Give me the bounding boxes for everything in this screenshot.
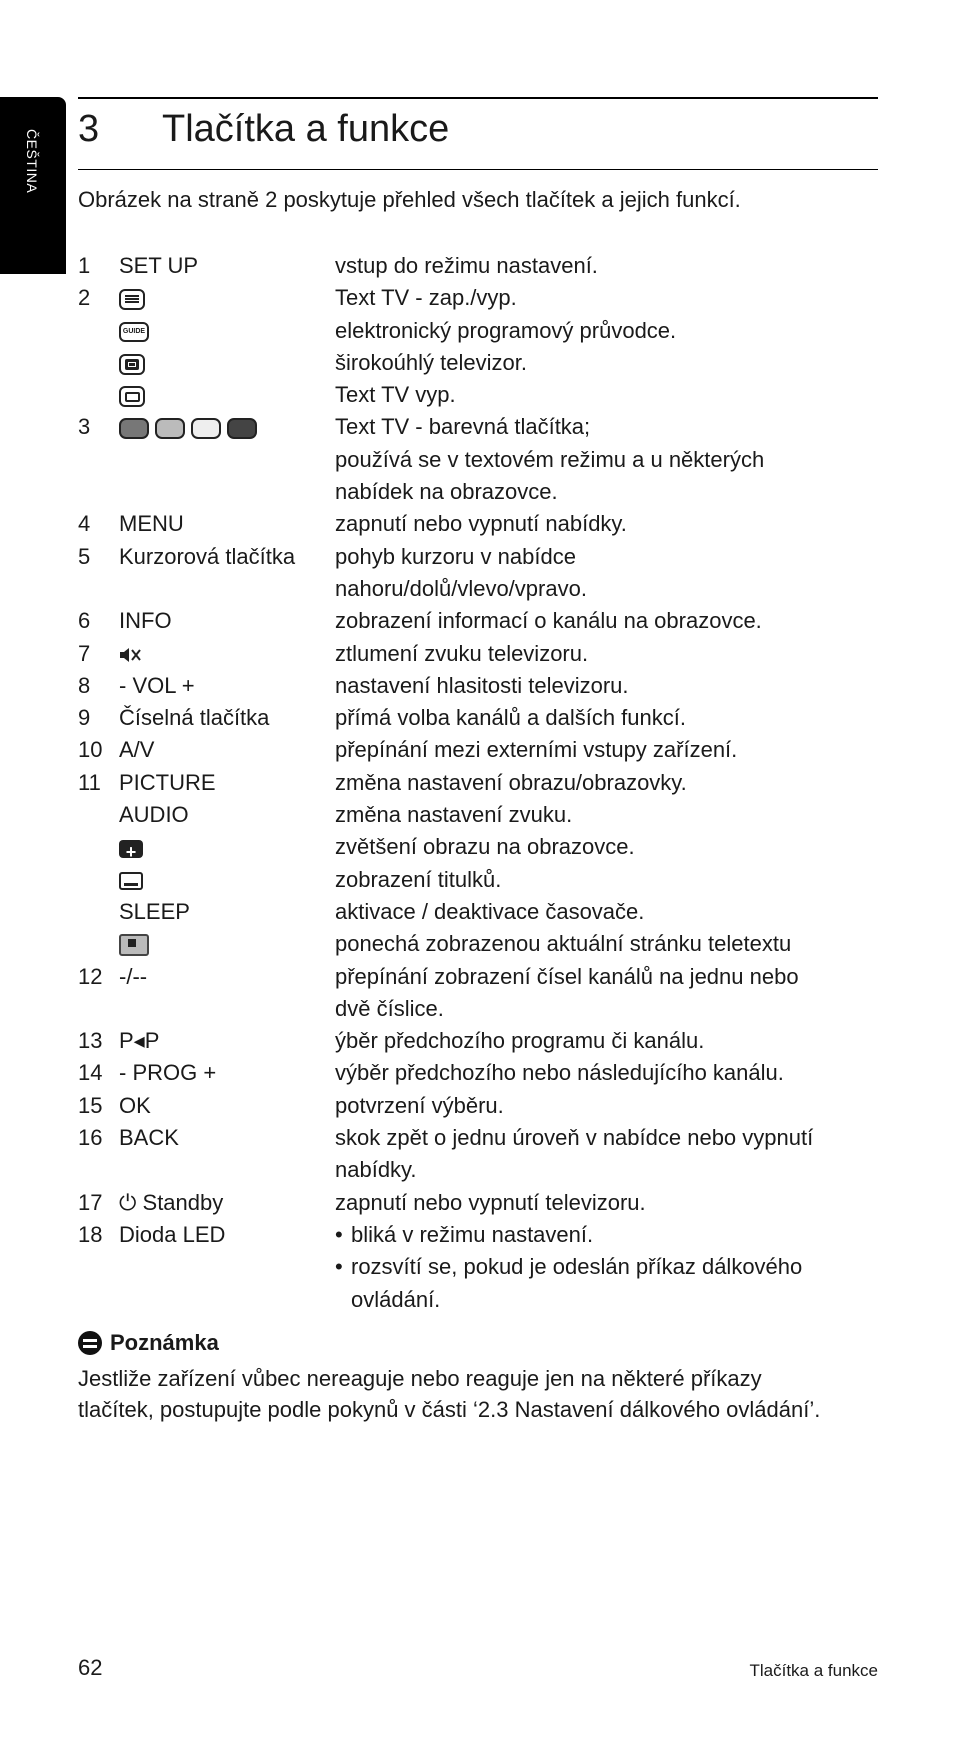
teletext-off-icon [119,386,145,407]
item-key: ⏻ Standby [119,1189,224,1215]
item-key: A/V [119,737,155,763]
item-key [119,347,335,379]
item-key: -/-- [119,963,148,989]
item-description: přepínání zobrazení čísel kanálů na jednu nebo dvě číslice. [335,963,799,1021]
item-description: zvětšení obrazu na obrazovce. [335,834,635,860]
list-item [78,282,898,314]
item-number: 1 [78,253,91,278]
item-key: BACK [119,1125,179,1151]
item-description: výběr předchozího nebo následujícího kanálu. [335,1060,784,1086]
item-number: 12 [78,963,103,989]
list-item [78,347,898,379]
red-key-icon [119,418,149,439]
list-item [78,250,898,282]
item-description: širokoúhlý televizor. [335,349,527,375]
subtitle-icon [119,872,143,890]
item-number: 16 [78,1125,103,1151]
running-footer: Tlačítka a funkce [749,1661,878,1680]
list-item [78,928,898,960]
item-description: ztlumení zvuku televizoru. [335,640,589,666]
zoom-icon [119,840,143,858]
list-item [78,508,898,540]
list-item [78,411,898,508]
widescreen-icon [119,354,145,375]
item-description: zobrazení titulků. [335,866,502,892]
item-key: - VOL + [119,672,195,698]
note-title: Poznámka [110,1330,219,1355]
item-description: aktivace / deaktivace časovače. [335,898,645,924]
note-icon [78,1331,102,1355]
item-key [119,411,335,508]
item-key: Dioda LED [119,1221,226,1247]
list-item [78,1187,898,1219]
item-number: 11 [78,769,101,795]
item-key: MENU [119,511,184,537]
item-description: zapnutí nebo vypnutí nabídky. [335,511,627,537]
item-key: PICTURE [119,769,216,795]
page-number: 62 [78,1655,103,1680]
list-item [78,767,898,799]
item-description: • bliká v režimu nastavení. • rozsvítí se, pokud je odeslán příkaz dálkového ovládání. [335,1221,803,1312]
item-description: Text TV - zap./vyp. [335,285,517,311]
list-item [78,670,898,702]
button-function-list [78,250,898,1316]
item-description: ýběr předchozího programu či kanálu. [335,1028,705,1054]
item-key: SLEEP [119,898,190,924]
item-number: 9 [78,705,91,731]
item-description: vstup do režimu nastavení. [335,253,598,278]
guide-icon: GUIDE [119,322,149,342]
list-item [78,1122,898,1187]
item-number: 13 [78,1028,103,1054]
item-number: 5 [78,543,91,569]
item-description: Text TV - barevná tlačítka; používá se v textovém režimu a u některých nabídek na obrazovce. [335,414,765,505]
item-key [119,379,335,411]
note-heading [78,1330,219,1356]
intro-paragraph: Obrázek na straně 2 poskytuje přehled všech tlačítek a jejich funkcí. [78,187,741,212]
item-number: 15 [78,1092,103,1118]
list-item [78,638,898,670]
chapter-number: 3 [78,108,100,150]
item-number: 8 [78,672,91,698]
chapter-title: Tlačítka a funkce [162,108,450,150]
item-key [119,282,335,314]
item-description: změna nastavení zvuku. [335,802,573,828]
top-rule [78,97,878,99]
item-number: 3 [78,414,91,440]
item-key: Kurzorová tlačítka [119,543,296,569]
list-item [78,702,898,734]
list-item [78,799,898,831]
item-key: AUDIO [119,802,189,828]
list-item [78,1025,898,1057]
item-number: 10 [78,737,103,763]
green-key-icon [155,418,185,439]
item-key: P◂P [119,1028,160,1054]
item-key [119,928,335,960]
note-text: Jestliže zařízení vůbec nereaguje nebo reaguje jen na některé příkazy tlačítek, postupujte podle pokynů v části ‘2.3 Nastavení dálkového ovládání’. [78,1366,821,1422]
item-description: potvrzení výběru. [335,1092,504,1118]
item-number: 4 [78,511,91,537]
item-key: SET UP [119,253,199,278]
item-description: přímá volba kanálů a dalších funkcí. [335,705,686,731]
list-item [78,896,898,928]
list-item [78,1219,898,1316]
item-description: skok zpět o jednu úroveň v nabídce nebo vypnutí nabídky. [335,1125,814,1183]
item-description: zobrazení informací o kanálu na obrazovce. [335,608,762,634]
chapter-heading [78,108,449,151]
list-item [78,379,898,411]
list-item [78,1090,898,1122]
item-description: přepínání mezi externími vstupy zařízení. [335,737,738,763]
item-description: Text TV vyp. [335,382,456,408]
item-number: 6 [78,608,91,634]
blue-key-icon [227,418,257,439]
item-key [119,638,335,670]
color-key-icons [119,418,257,439]
item-key: OK [119,1092,151,1118]
item-number: 14 [78,1060,103,1086]
list-item [78,1057,898,1089]
item-key [119,864,335,896]
teletext-icon [119,289,145,310]
item-description: elektronický programový průvodce. [335,317,677,343]
item-key: Číselná tlačítka [119,705,270,731]
list-item [78,831,898,863]
item-number: 17 [78,1189,103,1215]
list-item [78,315,898,347]
heading-rule [78,169,878,170]
item-key: INFO [119,608,172,634]
item-key [119,315,335,347]
yellow-key-icon [191,418,221,439]
list-item [78,605,898,637]
language-tab-label: ČEŠTINA [24,129,40,194]
item-description: nastavení hlasitosti televizoru. [335,672,629,698]
item-description: ponechá zobrazenou aktuální stránku teletextu [335,931,792,957]
mute-icon [119,646,143,664]
hold-icon [119,934,149,956]
list-item [78,961,898,1026]
list-item [78,734,898,766]
item-number: 18 [78,1221,103,1247]
item-description: změna nastavení obrazu/obrazovky. [335,769,687,795]
item-key [119,831,335,863]
item-number: 7 [78,640,91,666]
language-side-tab [0,97,66,274]
list-item [78,864,898,896]
list-item [78,541,898,606]
item-description: pohyb kurzoru v nabídce nahoru/dolů/vlevo/vpravo. [335,543,587,601]
item-key: - PROG + [119,1060,217,1086]
item-description: zapnutí nebo vypnutí televizoru. [335,1189,646,1215]
item-number: 2 [78,285,91,311]
